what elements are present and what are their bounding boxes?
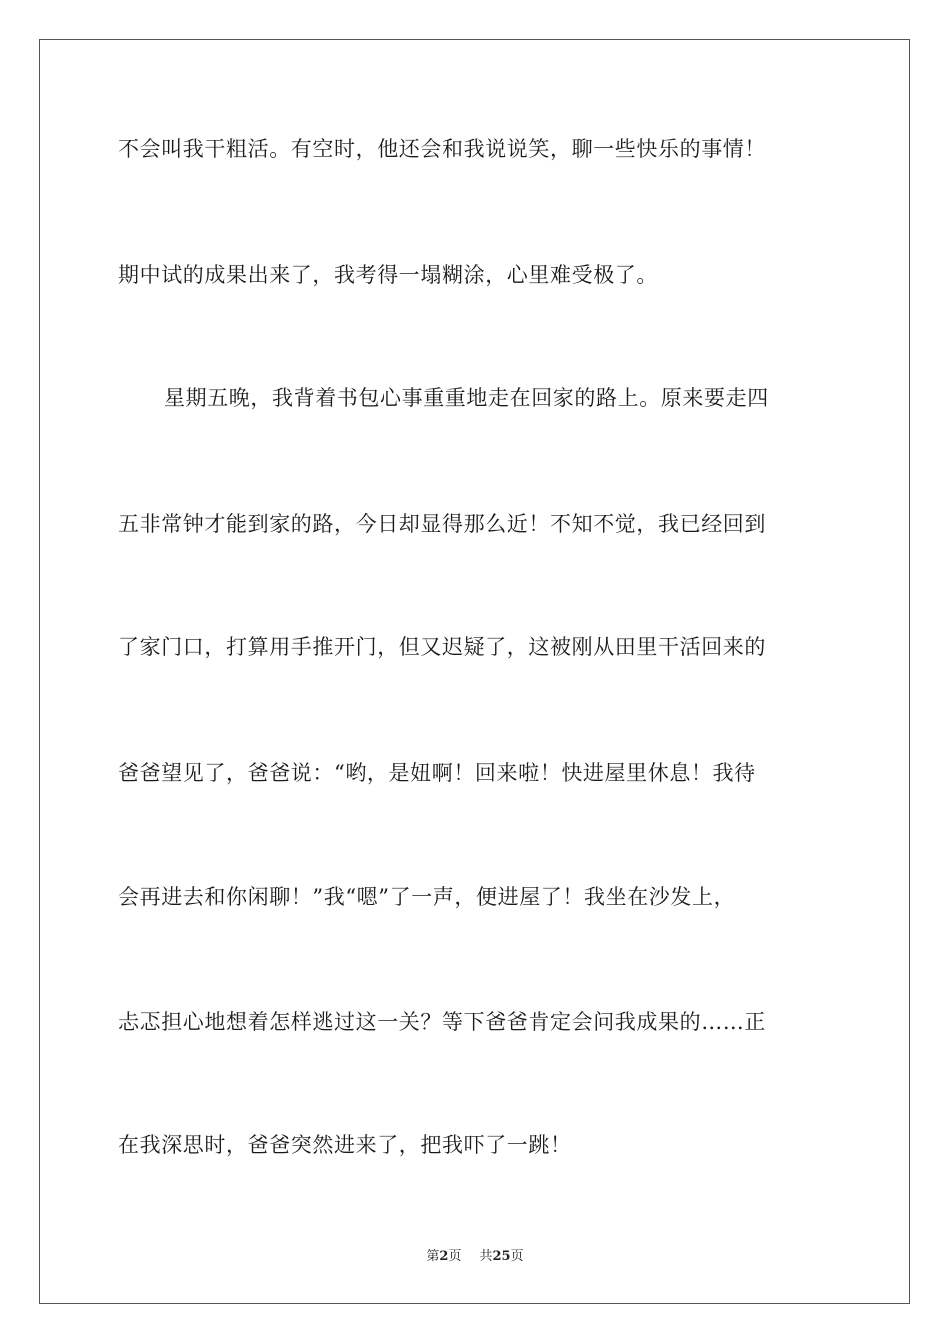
paragraph-line-1: 不会叫我干粗活。有空时，他还会和我说说笑，聊一些快乐的事情！: [118, 137, 766, 161]
paragraph-line-9: 在我深思时，爸爸突然进来了，把我吓了一跳！: [118, 1133, 572, 1157]
page-number: 2: [439, 1249, 449, 1264]
paragraph-line-3: 星期五晚，我背着书包心事重重地走在回家的路上。原来要走四: [164, 386, 769, 410]
page-suffix: 页: [448, 1249, 462, 1264]
paragraph-line-5: 了家门口，打算用手推开门，但又迟疑了，这被刚从田里干活回来的: [118, 635, 766, 659]
total-suffix: 页: [510, 1249, 524, 1264]
page-prefix: 第: [426, 1249, 440, 1264]
paragraph-line-2: 期中试的成果出来了，我考得一塌糊涂，心里难受极了。: [118, 263, 658, 287]
page-footer: [0, 1248, 950, 1266]
total-pages: 25: [492, 1249, 511, 1264]
paragraph-line-7: 会再进去和你闲聊！”我“嗯”了一声，便进屋了！我坐在沙发上，: [118, 885, 736, 909]
total-prefix: 共: [479, 1249, 493, 1264]
page-border: [39, 39, 910, 1304]
paragraph-line-6: 爸爸望见了，爸爸说：“哟，是妞啊！回来啦！快进屋里休息！我待: [118, 761, 756, 785]
paragraph-line-8: 忐忑担心地想着怎样逃过这一关？等下爸爸肯定会问我成果的……正: [118, 1010, 766, 1034]
paragraph-line-4: 五非常钟才能到家的路，今日却显得那么近！不知不觉，我已经回到: [118, 512, 766, 536]
